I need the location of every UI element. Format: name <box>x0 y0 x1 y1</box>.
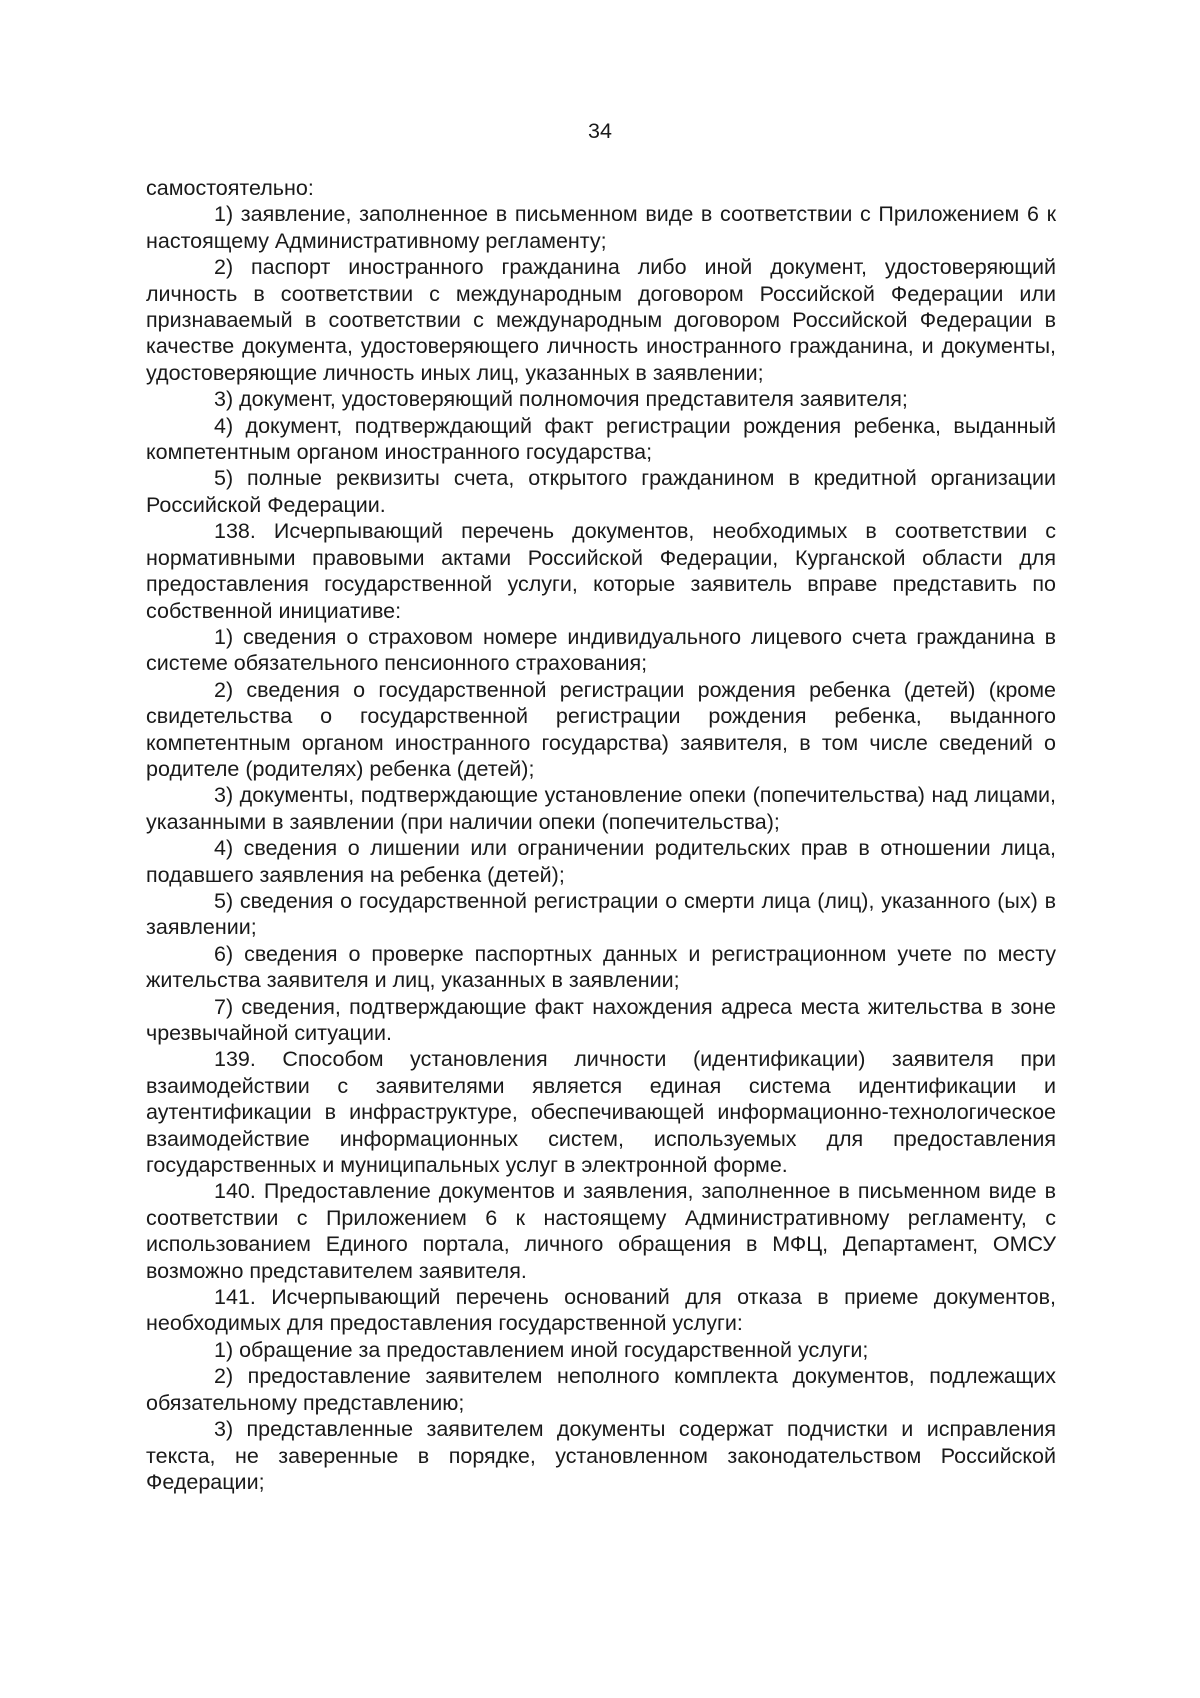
paragraph: 5) полные реквизиты счета, открытого гражданином в кредитной организации Российской Федерации. <box>146 466 1056 517</box>
paragraph: 2) паспорт иностранного гражданина либо иной документ, удостоверяющий личность в соответствии с международным договором Российской Федерации или признаваемый в соответствии с международным договором Российской Федерации в качестве документа, удостоверяющего личность иностранного гражданина, и документы, удостоверяющие личность иных лиц, указанных в заявлении; <box>146 255 1056 385</box>
paragraph: 1) сведения о страховом номере индивидуального лицевого счета гражданина в системе обязательного пенсионного страхования; <box>146 624 1056 676</box>
paragraph: самостоятельно: <box>146 176 314 200</box>
paragraph: 6) сведения о проверке паспортных данных и регистрационном учете по месту жительства заявителя и лиц, указанных в заявлении; <box>146 941 1056 993</box>
paragraph: 141. Исчерпывающий перечень оснований для отказа в приеме документов, необходимых для предоставления государственной услуги: <box>146 1285 1056 1336</box>
paragraph: 4) документ, подтверждающий факт регистрации рождения ребенка, выданный компетентным органом иностранного государства; <box>146 413 1056 465</box>
paragraph: 138. Исчерпывающий перечень документов, необходимых в соответствии с нормативными правовыми актами Российской Федерации, Курганской области для предоставления государственной услуги, которые заявитель вправе представить по собственной инициативе: <box>146 519 1056 623</box>
paragraph: 3) документ, удостоверяющий полномочия представителя заявителя; <box>214 387 908 412</box>
paragraph: 139. Способом установления личности (идентификации) заявителя при взаимодействии с заявителями является единая система идентификации и аутентификации в инфраструктуре, обеспечивающей информационно-технологическое взаимодействие информационных систем, используемых для предоставления государственных и муниципальных услуг в электронной форме. <box>146 1047 1056 1178</box>
paragraph: 5) сведения о государственной регистрации о смерти лица (лиц), указанного (ых) в заявлении; <box>146 888 1056 940</box>
paragraph: 3) представленные заявителем документы содержат подчистки и исправления текста, не заверенные в порядке, установленном законодательством Российской Федерации; <box>146 1417 1056 1494</box>
document-body <box>146 175 1056 1495</box>
paragraph: 7) сведения, подтверждающие факт нахождения адреса места жительства в зоне чрезвычайной ситуации. <box>146 994 1056 1045</box>
paragraph: 140. Предоставление документов и заявления, заполненное в письменном виде в соответствии с Приложением 6 к настоящему Административному регламенту, с использованием Единого портала, личного обращения в МФЦ, Департамент, ОМСУ возможно представителем заявителя. <box>146 1179 1056 1283</box>
paragraph: 2) сведения о государственной регистрации рождения ребенка (детей) (кроме свидетельства о государственной регистрации рождения ребенка, выданного компетентным органом иностранного государства) заявителя, в том числе сведений о родителе (родителях) ребенка (детей); <box>146 677 1056 781</box>
paragraph: 4) сведения о лишении или ограничении родительских прав в отношении лица, подавшего заявления на ребенка (детей); <box>146 836 1056 887</box>
paragraph: 1) заявление, заполненное в письменном виде в соответствии с Приложением 6 к настоящему Административному регламенту; <box>146 202 1056 253</box>
paragraph: 2) предоставление заявителем неполного комплекта документов, подлежащих обязательному представлению; <box>146 1364 1056 1415</box>
paragraph: 1) обращение за предоставлением иной государственной услуги; <box>214 1337 869 1362</box>
paragraph: 3) документы, подтверждающие установление опеки (попечительства) над лицами, указанными в заявлении (при наличии опеки (попечительства); <box>146 783 1056 834</box>
page-number: 34 <box>588 119 612 143</box>
